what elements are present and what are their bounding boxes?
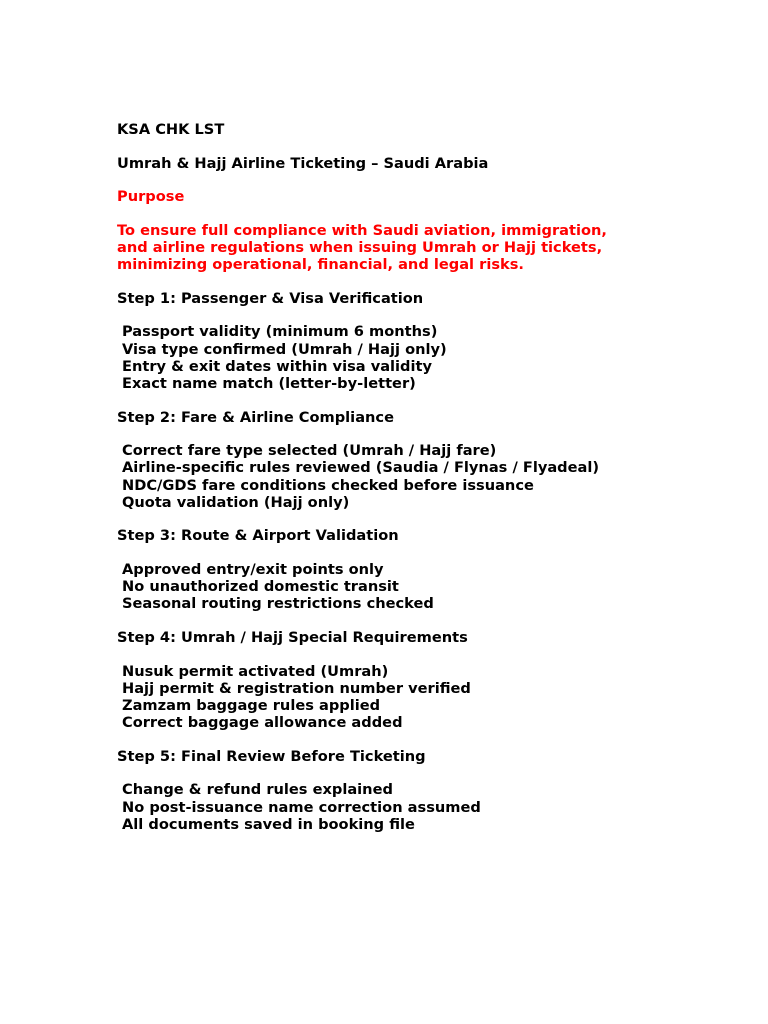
step-4-checklist — [117, 663, 757, 732]
checklist-item: Hajj permit & registration number verified — [122, 679, 471, 697]
checklist-item: Zamzam baggage rules applied — [122, 696, 381, 714]
step-3-checklist — [117, 561, 757, 613]
checklist-item: Passport validity (minimum 6 months) — [122, 323, 438, 341]
purpose-line: minimizing operational, financial, and legal risks. — [117, 256, 524, 274]
step-2-checklist — [117, 442, 757, 511]
document-subtitle: Umrah & Hajj Airline Ticketing – Saudi Arabia — [117, 154, 489, 172]
step-2-heading: Step 2: Fare & Airline Compliance — [117, 408, 394, 426]
step-1-checklist — [117, 323, 757, 392]
step-1-heading: Step 1: Passenger & Visa Verification — [117, 289, 424, 307]
purpose-heading: Purpose — [117, 188, 185, 206]
checklist-item: Visa type confirmed (Umrah / Hajj only) — [122, 340, 447, 358]
step-3-heading: Step 3: Route & Airport Validation — [117, 527, 399, 545]
checklist-item: Quota validation (Hajj only) — [122, 493, 350, 511]
checklist-item: Change & refund rules explained — [122, 781, 393, 799]
step-5-checklist — [117, 781, 757, 833]
checklist-item: Nusuk permit activated (Umrah) — [122, 662, 389, 680]
purpose-statement — [117, 222, 757, 274]
checklist-item: All documents saved in booking file — [122, 815, 415, 833]
checklist-item: Correct fare type selected (Umrah / Hajj fare) — [122, 442, 497, 460]
checklist-item: Seasonal routing restrictions checked — [122, 595, 434, 613]
checklist-item: NDC/GDS fare conditions checked before issuance — [122, 476, 534, 494]
checklist-item: Approved entry/exit points only — [122, 560, 384, 578]
checklist-item: No unauthorized domestic transit — [122, 578, 399, 596]
purpose-line: To ensure full compliance with Saudi aviation, immigration, — [117, 221, 607, 239]
checklist-item: Airline-specific rules reviewed (Saudia / Flynas / Flyadeal) — [122, 459, 600, 477]
checklist-item: Correct baggage allowance added — [122, 714, 403, 732]
document-title: KSA CHK LST — [117, 121, 225, 138]
step-5-heading: Step 5: Final Review Before Ticketing — [117, 747, 426, 765]
purpose-line: and airline regulations when issuing Umrah or Hajj tickets, — [117, 238, 603, 256]
checklist-item: No post-issuance name correction assumed — [122, 798, 481, 816]
checklist-item: Exact name match (letter-by-letter) — [122, 374, 416, 392]
step-4-heading: Step 4: Umrah / Hajj Special Requirements — [117, 628, 468, 646]
document-body — [117, 121, 757, 849]
checklist-item: Entry & exit dates within visa validity — [122, 357, 432, 375]
